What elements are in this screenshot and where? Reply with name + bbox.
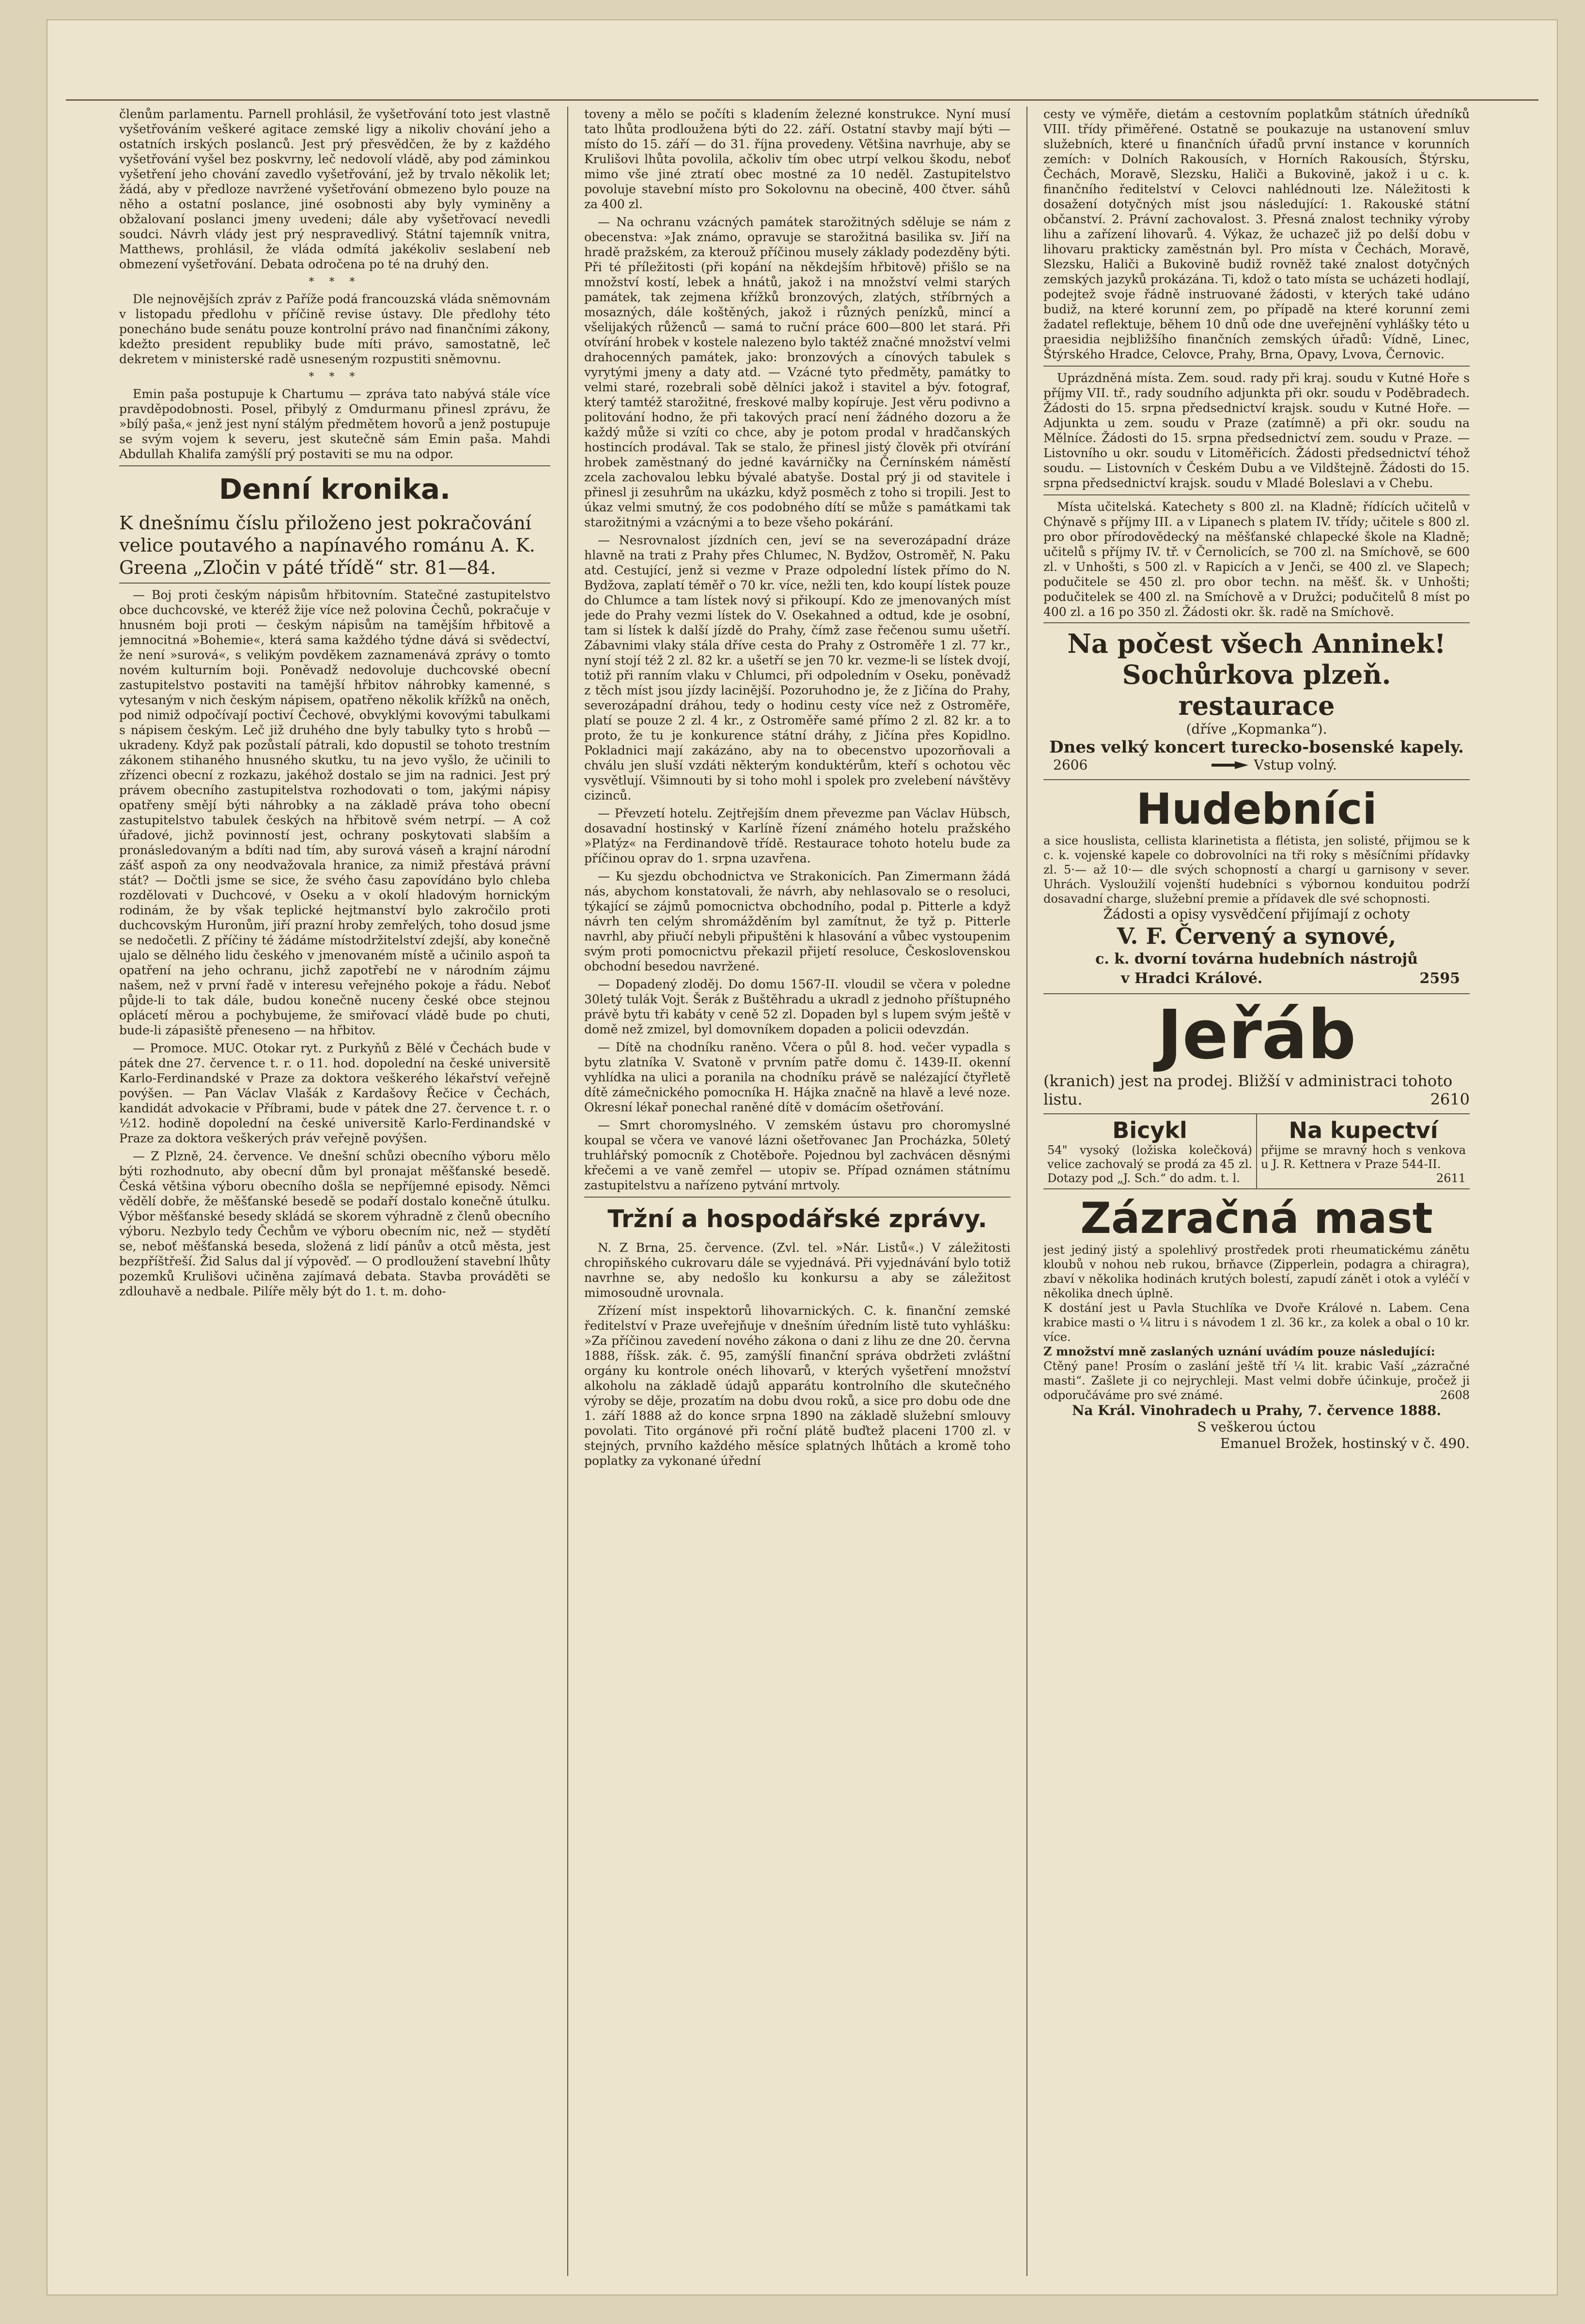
- ad-testimonial-text: Ctěný pane! Prosím o zaslání ještě tří ¼ lit. krabic Vaší „zázračné masti“. Zašlete ji co nejrychleji. Mast velmi dobře účinkuje, pročež ji odporučáváme pro své známé.: [1043, 1359, 1470, 1402]
- ad-zazracna-mast: [1043, 1188, 1470, 1457]
- column-divider: [567, 107, 568, 2276]
- notice-mista-ucitelska: Místa učitelská. Katechety s 800 zl. na Kladně; řídících učitelů v Chýnavě s příjmy III. a v Lipanech s platem IV. třídy; učitele s 800 zl. pro obor přírodovědecký na měšťanské chlapecké škole na Kladně; učitelů s příjmy IV. tř. v Černolicích, se 700 zl. na Smíchově, se 600 zl. v Unhošti, s 500 zl. v Rapicích a v Jenči, se 400 zl. ve Slapech; podučitele se 450 zl. pro obor techn. na měšť. šk. v Unhošti; podučitelek se 400 zl. na Smíchově a v Družci; podučitelů 8 míst po 400 zl. a 16 po 350 zl. Žádosti okr. šk. radě na Smíchově.: [1043, 500, 1470, 619]
- article-jizdni-ceny: — Nesrovnalost jízdních cen, jeví se na severozápadní dráze hlavně na trati z Prahy přes Chlumec, N. Bydžov, Ostroměř, N. Paku atd. Cestující, jenž si vezme v Praze odpolední lístek přímo do N. Bydžova, zaplatí téměř o 70 kr. více, nežli ten, kdo koupí lístek pouze do Chlumce a tam lístek nový si přikoupí. Kdo ze jmenovaných míst jede do Prahy vezmi lístek do V. Osekahned a odtud, kde je osobní, tam si lístek k další jízdě do Prahy, čímž zase řečenou sumu ušetří. Zábavnimi vlaky stála dříve cesta do Prahy z Ostroměře 1 zl. 77 kr., nyní stojí též 2 zl. 82 kr. a ušetří se jen 70 kr. vezme-li se lístek dvojí, totiž při ranním vlaku v Chlumci, při odpoledním v Oseku, poněvadž z těch míst jsou jízdy lacinější. Pozoruhodno je, že z Jičína do Prahy, severozápadní dráhou, tedy o hodinu cesty více než z Ostroměře, platí se pouze 2 zl. 4 kr., z Ostroměře samé přímo 2 zl. 82 kr. a to proto, že tu je konkurence státní dráhy, z Jičína přes Kopidlno. Pokladnici mají zakázáno, aby na to obecenstvo upozorňovali a chválu jen sluší vzdáti některým konduktérům, kteří s ochotou věc vysvětlují. Všimnouti by si toho mohl i spolek pro zvelebení návštěvy cizinců.: [584, 533, 1010, 802]
- ad-title: Zázračná mast: [1080, 1193, 1433, 1243]
- ad-headline: Na počest všech Anninek!: [1067, 628, 1446, 659]
- ad-number: 2595: [1419, 970, 1460, 987]
- ad-number: 2608: [1440, 1388, 1470, 1402]
- article-smrt: — Smrt choromyslného. V zemském ústavu pro choromyslné koupal se včera ve vanové lázni ošetřovanec Jan Procházka, 50letý truhlářský pomocník z Chotěboře. Pojednou byl zachvácen děsnými křečemi a ve vaně zemřel — utopiv se. Případ oznámen státnímu zastupitelstvu a nařízeno pytvání mrtvoly.: [584, 1118, 1010, 1192]
- column-divider: [1026, 107, 1027, 2276]
- ad-signature-name: Emanuel Brožek, hostinský v č. 490.: [1220, 1435, 1470, 1451]
- separator-stars: * * *: [309, 276, 361, 288]
- ad-bicykl: [1043, 1114, 1257, 1188]
- ad-signature-place: Na Král. Vinohradech u Prahy, 7. července 1888.: [1072, 1402, 1442, 1418]
- ad-title: Na kupectví: [1289, 1117, 1438, 1143]
- article-continued: toveny a mělo se počíti s kladením železné konstrukce. Nyní musí tato lhůta prodloužena býti do 22. září. Ostatní stavby mají býti — místo do 15. září — do 31. října provedeny. Většina navrhuje, aby se Krulišovi lhůta povolila, ačkoliv tím obec utrpí velkou škodu, neboť mimo vše jiné ztratí obec mostné za 10 neděl. Zastupitelstvo povoluje stavební místo pro Sokolovnu na obecině, 400 čtver. sáhů za 400 zl.: [584, 107, 1010, 211]
- ad-body: a sice houslista, cellista klarinetista a flétista, jen solisté, přijmou se k c. k. vojenské kapele co dobrovolníci na tři roky s měsíčními přídavky zl. 5·— až 10·— dle svých schopností a chargí u garnisony v sever. Uhrách. Vysloužilí vojenští hudebníci s výbornou konduitou podrží dosavadní charge, služební premie a přídavek dle své schopnosti.: [1043, 833, 1470, 906]
- column-2: [584, 107, 1010, 2286]
- ad-body-text: (kranich) jest na prodej. Bližší v administraci tohoto listu.: [1043, 1071, 1453, 1108]
- pointing-hand-icon: [1211, 758, 1249, 774]
- ad-number: 2610: [1430, 1090, 1470, 1108]
- column-1: [119, 107, 550, 2286]
- ad-body: 54" vysoký (ložiska kolečková) velice zachovalý se prodá za 45 zl. Dotazy pod „J. Sch.“ do adm. t. l.: [1047, 1143, 1252, 1185]
- article-parnell: členům parlamentu. Parnell prohlásil, že vyšetřování toto jest vlastně vyšetřováním veškeré agitace zemské ligy a nikoliv chování jeho a ostatních irských poslanců. Jest prý přesvědčen, že by z každého vyšetřování vyšel bez poskvrny, leč nedovolí vládě, aby pod záminkou vyšetření jeho chování zavedlo vyšetřování, jež by trvalo několik let; žádá, aby v předloze navržené vyšetřování obmezeno bylo pouze na něho a ostatní poslance, jiné osobnosti aby byly vyminěny a obžalovaní poslanci jmeny uvedeni; dále aby vyšetřovací nevedli soudci. Návrh vlády jest prý nespravedlivý. Státní tajemník vnitra, Matthews, prohlásil, že vláda odmítá jakékoliv seslabení neb obmezení vyšetřování. Debata odročena po té na druhý den.: [119, 107, 550, 271]
- ad-firm-name: V. F. Červený a synové,: [1117, 923, 1397, 949]
- ad-footer-row: [1043, 757, 1470, 774]
- ad-body: jest jediný jistý a spolehlivý prostředek proti rheumatickému zánětu kloubů v nohou neb rukou, brňavce (Zipperlein, podagra a chiragra), zbaví v několika hodinách krutých bolestí, zapudí zánět i otok a vyléčí v několika dnech úplně.: [1043, 1243, 1470, 1300]
- ad-body-2: K dostání jest u Pavla Stuchlíka ve Dvoře Králové n. Labem. Cena krabice masti o ¼ litru i s návodem 1 zl. 36 kr., za kolek a obal o 10 kr. více.: [1043, 1301, 1470, 1344]
- ad-concert: Dnes velký koncert turecko-bosenské kapely.: [1049, 738, 1464, 757]
- article-promoce: — Promoce. MUC. Otokar ryt. z Purkyňů z Bělé v Čechách bude v pátek dne 27. července t. r. o 11. hod. dopolední na české universitě Karlo-Ferdinandské v Praze za doktora veškerého lékařství veřejně povýšen. — Pan Václav Vlašák z Kardašovy Řečice v Čechách, kandidát advokacie v Příbrami, bude v pátek dne 27. července t. r. o ½12. hodině dopolední na české universitě Karlo-Ferdinandské v Praze za doktora veškerých práv veřejně povýšen.: [119, 1041, 550, 1145]
- ad-na-kupectvi: [1257, 1114, 1470, 1188]
- top-rule: [66, 99, 1538, 101]
- ad-former-name: (dříve „Kopmanka“).: [1186, 721, 1327, 737]
- ad-row-small: [1043, 1113, 1470, 1188]
- ad-testimonial: [1043, 1359, 1470, 1402]
- newspaper-page: [47, 19, 1558, 2295]
- supplement-notice: K dnešnímu číslu přiloženo jest pokračování velice poutavého a napínavého románu A. K. Greena „Zločin v páté třídě“ str. 81—84.: [119, 512, 535, 578]
- ad-restaurant-name: Sochůrkova plzeň. restaurace: [1122, 659, 1391, 721]
- ad-body-3: Z množství mně zaslaných uznání uvádím pouze následující:: [1043, 1344, 1435, 1358]
- article-brno: N. Z Brna, 25. července. (Zvl. tel. »Nár. Listů«.) V záležitosti chropiňského cukrovaru dále se vyjednává. Při vyjednávání bylo totiž navrhne se, aby nedošlo ku konkursu a aby se záležitost mimosoudně urovnala.: [584, 1241, 1010, 1300]
- ad-firm-row: [1043, 969, 1470, 988]
- divider: [584, 1197, 1010, 1198]
- ad-number: 2606: [1053, 757, 1088, 773]
- ad-title: Bicykl: [1112, 1117, 1187, 1143]
- article-hotel: — Převzetí hotelu. Zejtřejším dnem převezme pan Václav Hübsch, dosavadní hostinský v Karlíně řízení známého hotelu pražského »Platýz« na Ferdinandově třídě. Restaurace tohoto hotelu bude za příčinou oprav do 1. srpna uzavřena.: [584, 806, 1010, 865]
- ad-signature-greeting: S veškerou úctou: [1197, 1418, 1316, 1435]
- article-plzen: — Z Plzně, 24. července. Ve dnešní schůzi obecního výboru mělo býti rozhodnuto, aby obecní dům byl pronajat měšťanské besedě. Česká většina výboru obecního došla se nepříjemné episody. Němci vědělí dobře, že měšťanské besedě se podaří dostalo konečně útulku. Výbor měšťanské besedy skládá se skorem výhradně z členů obecního výboru. Nezbylo tedy Čechům ve výboru obecním nic, než — stydětí se, neboť měšťanská beseda, složená z lidí pánův a otců města, jest bezpříštřeší. Žid Salus dal jí výpověď. — O prodloužení stavební lhůty pozemků Krulišovi učiněna zajímavá debata. Stavba prováděti se zdlouhavě a nedbale. Pilíře měly být do 1. t. m. doho-: [119, 1149, 550, 1298]
- divider: [119, 465, 550, 466]
- article-emin-pasa: Emin paša postupuje k Chartumu — zpráva tato nabývá stále více pravděpodobnosti. Posel, přibylý z Omdurmanu přinesl zprávu, že »bílý paša,« jenž jest nyní stálým předmětem hovorů a jenž postupuje se svým vojem k severu, jest skutečně sám Emin paša. Mahdi Abdullah Khalifa zamýšlí prý postaviti se mu na odpor.: [119, 387, 550, 461]
- ad-jerab: [1043, 993, 1470, 1113]
- article-pamatky: — Na ochranu vzácných památek starožitných sděluje se nám z obecenstva: »Jak známo, opravuje se starožitná basilika sv. Jiří na hradě pražském, za kterouž příčinou musely základy podezděny býti. Při té příležitosti (při kopání na někdejším hřbitově) přišlo se na množství kostí, lebek a hnátů, jakož i na množství velmi starých památek, tak zejmena křížků bronzových, zlatých, stříbrných a mosazných, dále koštěných, jakož i různých penízků, mincí a všelijakých růženců — samá to ruční práce 600—800 let stará. Při otvírání hrobek v kostele nalezeno bylo taktéž značné množství velmi drahocenných památek, jako: bronzových a cínových tabulek s vyrytými jmeny a daty atd. — Vzácné tyto předměty, památky to velmi staré, rozebrali sobě dělníci jakož i stavitel a býv. fotograf, který tamtéž starožitné, freskové malby kopíruje. Jest věru podivno a politování hodno, že při takových prací není žádného dozoru a že každý může si vzíti co chce, aby je potom prodal v hradčanských hostincích prodával. Tak se stalo, že přinesl jistý člověk při otvírání hrobek zaměstnaný do jedné kavárničky na Černínském náměstí zcela zachovalou lebku bývalé abatyše. Dostal prý ji od stavitele i přinesl ji zesuhrům na ukázku, když posměch z toho si tropili. Jest to úkaz velmi smutný, že cos podobného dítí se může s památkami tak starožitnými a vzácnými a to beze všeho pokárání.: [584, 215, 1010, 529]
- divider: [119, 583, 550, 584]
- article-france: Dle nejnovějších zpráv z Paříže podá francouzská vláda sněmovnám v listopadu předlohu v příčině revise ústavy. Dle předlohy této ponecháno bude senátu pouze kontrolní právo nad finančními zákony, kdežto president republiky bude míti právo, samostatně, leč dekretem v ministerské radě usneseným rozpustiti sněmovnu.: [119, 292, 550, 366]
- article-lihovary: Zřízení míst inspektorů lihovarnických. C. k. finanční zemské ředitelství v Praze uveřejňuje v dnešním úředním listě tuto vyhlášku: »Za příčinou zavedení nového zákona o dani z lihu ze dne 20. června 1888, říšsk. zák. č. 95, zamýšlí finanční správa obdržeti zvláštní orgány ku kontrole onéch lihovarů, v kterých vyšetření množství alkoholu na základě údajů apparátu kontrolního dle skutečného výroby se děje, prozatím na dobu dvou roků, a sice pro dobu ode dne 1. září 1888 až do konce srpna 1890 na základě služební smlouvy povolati. Tito orgánové při roční plátě buďtež placeni 1700 zl. v stejných, prvního každého měsíce splatných lhůtách a kromě toho poplatky za vykonané úřední: [584, 1304, 1010, 1468]
- ad-entry: [1211, 757, 1336, 774]
- notice-uprazdnena-mista: Uprázdněná místa. Zem. soud. rady při kraj. soudu v Kutné Hoře s příjmy VII. tř., rady soudního adjunkta při okr. soudu v Poděbradech. Žádosti do 15. srpna předsednictví krajsk. soudu v Kutné Hoře. — Adjunkta u zem. soudu v Praze (zatímně) a při okr. soudu na Mělníce. Žádosti do 15. srpna předsednictví zem. soudu v Praze. — Listovního u okr. soudu v Litoměřicích. Žádosti předsednictví téhož soudu. — Listovních v Českém Dubu a ve Vildštejně. Žádosti do 15. srpna předsednictví krajsk. soudu v Mladé Boleslavi a v Chebu.: [1043, 371, 1470, 490]
- section-heading-trzni-zpravy: Tržní a hospodářské zprávy.: [607, 1205, 987, 1233]
- ad-sochurkova-restaurace: [1043, 622, 1470, 779]
- section-heading-denni-kronika: Denní kronika.: [218, 473, 451, 506]
- divider: [1043, 494, 1470, 495]
- column-3: [1043, 107, 1470, 2286]
- article-zlodej: — Dopadený zloděj. Do domu 1567-II. vloudil se včera v poledne 30letý tulák Vojt. Šerák z Buštěhradu a ukradl z jednoho příštupného právě bytu tři kabáty v ceně 52 zl. Dopaden byl s lupem svým ještě v domě než zmizel, byl domovníkem dopaden a policii odevzdán.: [584, 977, 1010, 1036]
- ad-firm-line: c. k. dvorní továrna hudebních nástrojů: [1095, 950, 1418, 968]
- separator-stars: * * *: [309, 371, 361, 383]
- ad-entry-label: Vstup volný.: [1254, 757, 1337, 773]
- article-hrbitov: — Boj proti českým nápisům hřbitovním. Statečné zastupitelstvo obce duchcovské, ve kteréž žije více než polovina Čechů, pokračuje v hnusném boji proti — českým nápisům na tamějším hřbitově a jemnocitná »Bohemie«, která sama každého týdne dává si svědectví, že není »surová«, s velikým povděkem zaznamenává zprávy o tomto novém kulturním boji. Poněvadž nedovoluje duchcovské obecní zastupitelstvo postaviti na tamější hřbitov náhrobky kamenné, s vytesaným v nich českým nápisem, opatřeno několik křížků na oněch, pod nimiž odpočívají poctiví Čechové, obvyklými kovovými tabulkami s nápisem českým. Leč již druhého dne byly tabulky tyto s hrobů — ukradeny. Když pak pozůstalí pátrali, kdo dopustil se tohoto trestním zákonem stihaného hnusného skutku, tu na jevo vyšlo, že učinili to zřízenci obecní z rozkazu, jakéhož dostalo se jim na radnici. Jest prý právem obecního zastupitelstva rozhodovati o tom, jakými nápisy opatřeny smějí býti náhrobky a na základě práva toho obecní zastupitelstvo tabulek českých na hřbitově svém netrpí. — A což úřadové, jichž povinností jest, ochrany poskytovati slabším a pronásledovaným a bdíti nad tím, aby surová váseň a krajní národní zášť aspoň za ony neodvažovala hranice, za nimiž přestává právní stát? — Dočtli jsme se sice, že svého času zapovídáno bylo chleba rozdělovati v Duchcové, v Oseku a v okolí hladovým hornickým rodinám, že by však teplické hejtmanství bylo zakročilo proti duchcovským Huronům, jiří prazní hroby zemřelých, toho dosud jsme se nedočetli. Z příčiny té žádáme místodržitelství zdejší, aby konečně ujalo se dělného lidu českého v jmenovaném místě a učinilo aspoň ta opatření na jeho ochranu, jichž zapotřebí ne v národním zájmu našem, než v první řadě v interesu veřejného pokoje a řádu. Neboť půjde-li to tak dále, budou konečně nuceny české obce stejnou oplácetí měrou a pochybujeme, že smiřovací vládě bude po chuti, bude-li zápasiště přeneseno — na hřbitov.: [119, 588, 550, 1037]
- ad-body: [1043, 1072, 1470, 1108]
- ad-number: 2611: [1436, 1171, 1466, 1185]
- article-dite: — Dítě na chodníku raněno. Včera o půl 8. hod. večer vypadla s bytu zlatníka V. Svatoně v prvním patře domu č. 1439-II. okenní vyhlídka na ulici a poranila na chodníku právě se nalézající čtyřletě dítě zámečnického pomocníka H. Hájka značně na hlavě a levé noze. Okresní lékař ponechal raněné dítě v domácím ošetřování.: [584, 1040, 1010, 1114]
- ad-hudebnici: [1043, 779, 1470, 993]
- article-lihovary-continued: cesty ve výměře, dietám a cestovním poplatkům státních úředníků VIII. třídy přiměřené. Ostatně se poukazuje na ustanovení smluv služebních, které u finančních úřadů první instance v korunních zemích: v Dolních Rakousích, v Horních Rakousích, Štýrsku, Čechách, Moravě, Slezsku, Haliči a Bukovině, jakož i u c. k. finančního ředitelství v Celovci nahlédnouti lze. Náležitosti k dosažení dotyčných míst jsou následující: 1. Rakouské státní občanství. 2. Právní zachovalost. 3. Přesná znalost techniky výroby lihu a zařízení lihovarů. 4. Výkaz, že uchazeč již po delší dobu v lihovaru prakticky zaměstnán byl. Pro místa v Čechách, Moravě, Slezsku, Haliči a Bukovině budiž rovněž také znalost dotyčných zemských jazyků prokázána. Ti, kdož o tato místa se ucházeti hodlají, podejtež svoje řádně instruované žádosti, v kterých také udáno budiž, na které korunní zem, po případě na které korunní zemi žadatel reflektuje, během 10 dnů ode dne uveřejnění vyhlášky této u praesidia nejbližšího finančních zemských úřadů: Vídně, Linec, Štýrského Hradce, Celovce, Prahy, Brna, Opavy, Lvova, Černovic.: [1043, 107, 1470, 361]
- ad-body: přijme se mravný hoch s venkova u J. R. Kettnera v Praze 544-II.: [1261, 1143, 1466, 1171]
- ad-title: Jeřáb: [1157, 995, 1356, 1075]
- ad-title: Hudebníci: [1136, 784, 1377, 834]
- ad-firm-place: v Hradci Králové.: [1121, 970, 1263, 987]
- article-strakonice: — Ku sjezdu obchodnictva ve Strakonicích. Pan Zimermann žádá nás, abychom konstatovali, že návrh, aby nehlasovalo se o resoluci, týkající se zájmů pomocnictva obchodního, podal p. Pitterle a když návrh ten celým shromážděním byl zamítnut, že tyž p. Pitterle navrhl, aby přiučí nebyli připuštěni k hlasování a vůbec vystoupenim svým proti pomocnictvu překazil přijetí resoluce, Československou obchodní besedou navržené.: [584, 869, 1010, 973]
- divider: [1043, 366, 1470, 367]
- ad-body-2: Žádosti a opisy vysvědčení přijímají z ochoty: [1103, 906, 1410, 922]
